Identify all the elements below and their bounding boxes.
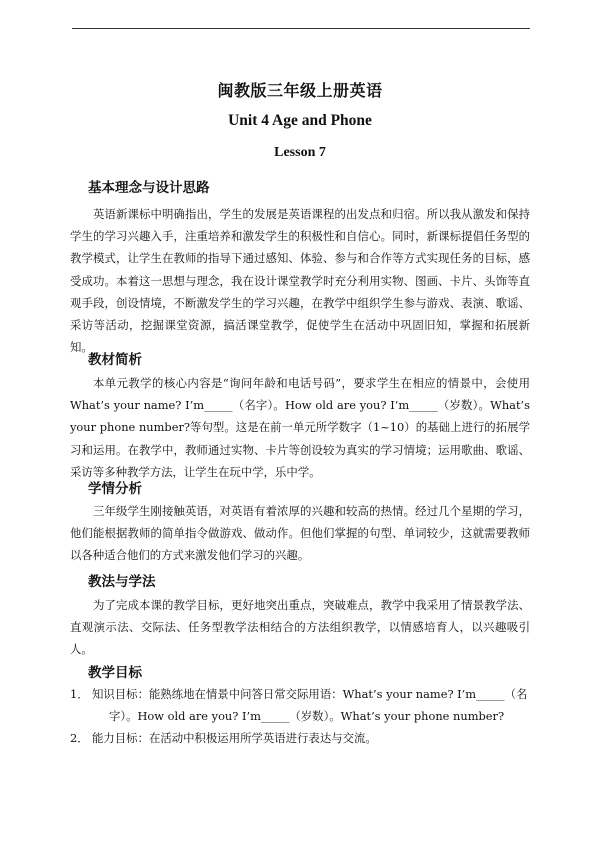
section-heading-material: 教材简析 — [88, 352, 142, 368]
header-rule — [72, 28, 530, 29]
lesson-title: Lesson 7 — [274, 145, 326, 160]
goal-item-knowledge — [70, 684, 530, 727]
goal-text-line1: 知识目标：能熟练地在情景中问答日常交际用语：What’s your name? I’m_____（名 — [92, 687, 528, 701]
section-heading-philosophy: 基本理念与设计思路 — [88, 180, 210, 196]
section-heading-methods: 教法与学法 — [88, 574, 156, 590]
section-text-philosophy: 英语新课标中明确指出，学生的发展是英语课程的出发点和归宿。所以我从激发和保持学生的学习兴趣入手，注重培养和激发学生的积极性和自信心。同时，新课标提倡任务型的教学模式，让学生在教师的指导下通过感知、体验、参与和合作等方式实现任务的目标，感受成功。本着这一思想与理念，我在设计课堂教学时充分利用实物、图画、卡片、头饰等直观手段，创设情境，不断激发学生的学习兴趣，在教学中组织学生参与游戏、表演、歌谣、采访等活动，挖掘课堂资源，搞活课堂教学，促使学生在活动中巩固旧知，掌握和拓展新知。 — [70, 207, 530, 355]
goal-number: 1． — [70, 687, 89, 701]
section-text-students: 三年级学生刚接触英语，对英语有着浓厚的兴趣和较高的热情。经过几个星期的学习，他们能根据教师的简单指令做游戏、做动作。但他们掌握的句型、单词较少，这就需要教师以各种适合他们的方式来激发他们学习的兴趣。 — [70, 504, 530, 563]
goal-number: 2． — [70, 731, 89, 745]
section-text-material: 本单元教学的核心内容是“询问年龄和电话号码”，要求学生在相应的情景中，会使用 What’s your name? I’m_____（名字）。How old are you? I’m_____（岁数）。What’s your phone number?等句型。这是在前一单元所学数字（1~10）的基础上进行的拓展学习和运用。在教学中，教师通过实物、卡片等创设较为真实的学习情境；运用歌曲、歌谣、采访等多种教学方法，让学生在玩中学，乐中学。 — [70, 376, 530, 479]
document-title: 闽教版三年级上册英语 — [217, 81, 383, 100]
section-heading-goals: 教学目标 — [88, 665, 142, 681]
section-text-methods: 为了完成本课的教学目标，更好地突出重点，突破难点，教学中我采用了情景教学法、直观演示法、交际法、任务型教学法相结合的方法组织教学，以情感培育人，以兴趣吸引人。 — [70, 598, 530, 657]
goal-text-line1: 能力目标：在活动中积极运用所学英语进行表达与交流。 — [92, 731, 377, 745]
unit-title: Unit 4 Age and Phone — [228, 112, 372, 129]
section-heading-students: 学情分析 — [88, 481, 142, 497]
goal-item-ability — [70, 728, 530, 750]
goal-text-line2: 字）。How old are you? I’m_____（岁数）。What’s your phone number? — [109, 708, 505, 723]
